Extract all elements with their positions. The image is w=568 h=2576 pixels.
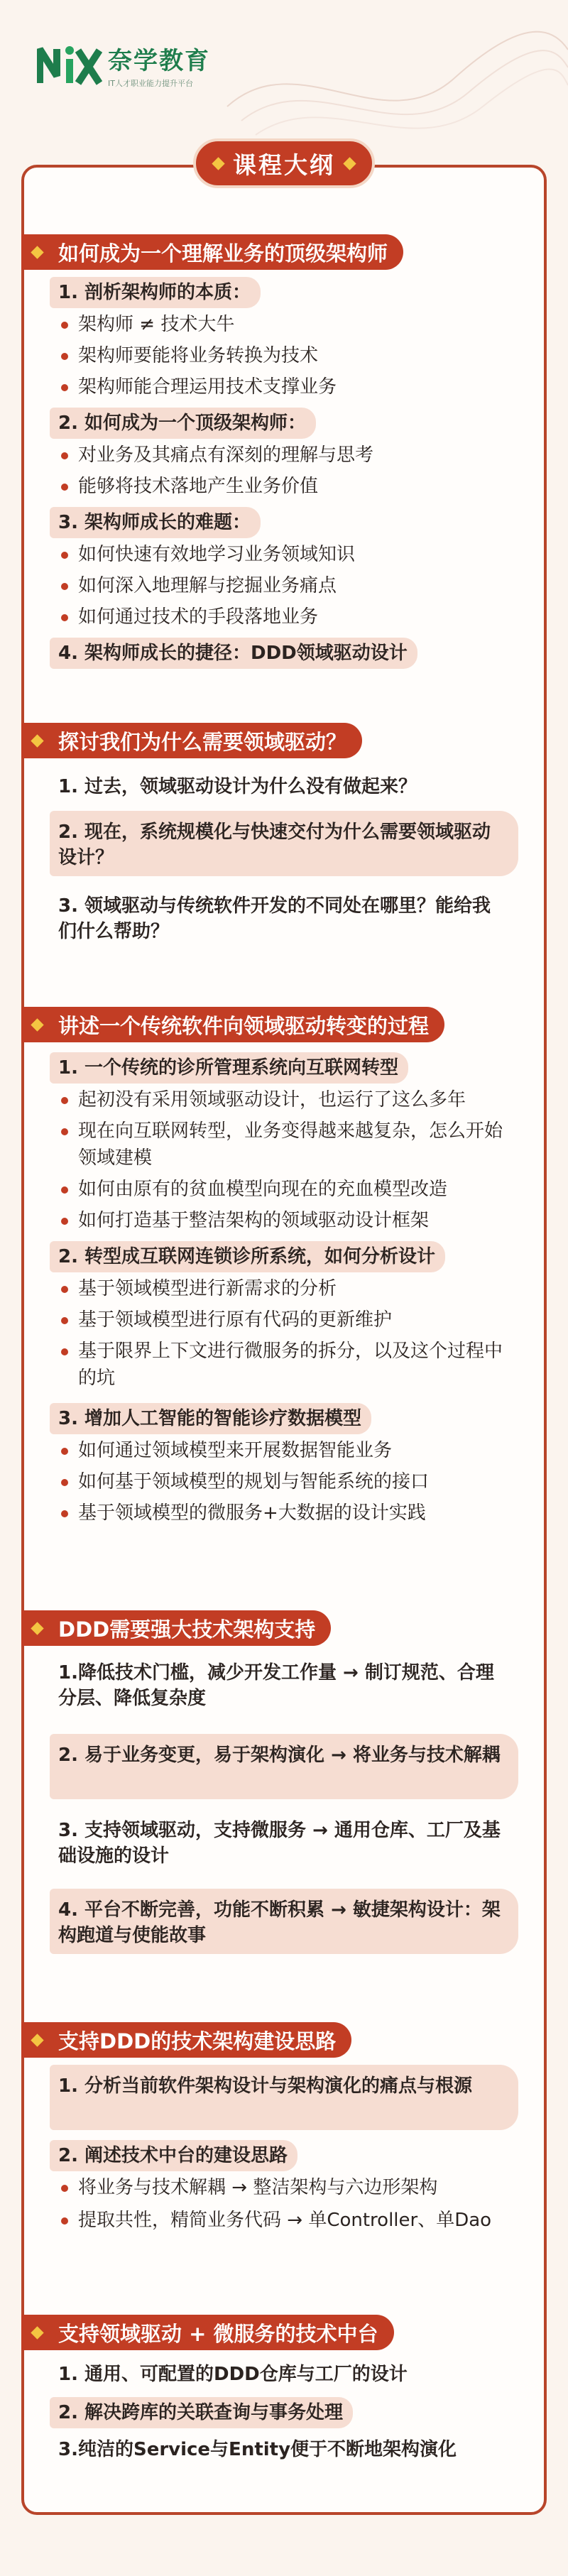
section-heading-text: 探讨我们为什么需要领域驱动？ — [58, 729, 347, 754]
list-item: 1.降低技术门槛，减少开发工作量 → 制订规范、合理分层、降低复杂度 — [58, 1662, 494, 1709]
outline-title-pill — [193, 138, 375, 188]
brand-name: 奈学教育 — [108, 47, 210, 75]
list-item: 2. 易于业务变更，易于架构演化 → 将业务与技术解耦 — [58, 1745, 501, 1766]
bullet-item: 提取共性，精简业务代码 → 单Controller、单Dao — [78, 2207, 504, 2234]
section-heading — [21, 2315, 394, 2350]
sub-heading: 2. 阐述技术中台的建设思路 — [50, 2140, 297, 2171]
list-item: 1. 通用、可配置的DDD仓库与工厂的设计 — [58, 2364, 408, 2385]
diamond-icon — [343, 157, 356, 170]
bullet-item: 架构师 ≠ 技术大牛 — [78, 311, 234, 338]
diamond-icon — [31, 1622, 43, 1634]
list-item: 2. 解决跨库的关联查询与事务处理 — [50, 2397, 353, 2428]
sub-heading: 4. 架构师成长的捷径：DDD领域驱动设计 — [50, 638, 417, 669]
bullet-item: 基于限界上下文进行微服务的拆分，以及这个过程中的坑 — [78, 1338, 511, 1392]
diamond-icon — [212, 157, 224, 170]
decorative-waves — [199, 0, 568, 156]
section-heading — [21, 1007, 444, 1042]
nx-logo-icon — [37, 43, 102, 87]
diamond-icon — [31, 2326, 43, 2339]
bullet-item: 起初没有采用领域驱动设计，也运行了这么多年 — [78, 1086, 504, 1113]
section-heading-text: 支持DDD的技术架构建设思路 — [58, 2029, 337, 2053]
sub-heading: 1. 剖析架构师的本质： — [50, 277, 261, 308]
sub-heading: 1. 分析当前软件架构设计与架构演化的痛点与根源 — [58, 2075, 473, 2097]
bullet-item: 基于领域模型的微服务+大数据的设计实践 — [78, 1500, 426, 1527]
outline-title: 课程大纲 — [233, 151, 335, 179]
sub-heading: 3. 架构师成长的难题： — [50, 507, 261, 538]
diamond-icon — [31, 246, 43, 258]
section-heading — [21, 723, 362, 758]
sub-heading: 3. 增加人工智能的智能诊疗数据模型 — [50, 1403, 371, 1434]
bullet-item: 基于领域模型进行原有代码的更新维护 — [78, 1306, 392, 1333]
sub-heading: 1. 一个传统的诊所管理系统向互联网转型 — [50, 1052, 408, 1084]
section-heading-text: 讲述一个传统软件向领域驱动转变的过程 — [58, 1013, 430, 1038]
bullet-item: 架构师能合理运用技术支撑业务 — [78, 373, 337, 400]
sub-heading: 2. 转型成互联网连锁诊所系统，如何分析设计 — [50, 1241, 445, 1272]
bullet-item: 如何打造基于整洁架构的领域驱动设计框架 — [78, 1207, 511, 1234]
bullet-item: 架构师要能将业务转换为技术 — [78, 342, 318, 369]
list-item: 3. 领域驱动与传统软件开发的不同处在哪里？能给我们什么帮助？ — [58, 895, 491, 942]
header — [0, 0, 568, 135]
bullet-item: 如何由原有的贫血模型向现在的充血模型改造 — [78, 1176, 511, 1203]
diamond-icon — [31, 2034, 43, 2046]
section-heading — [21, 2022, 351, 2058]
bullet-item: 基于领域模型进行新需求的分析 — [78, 1275, 337, 1302]
bullet-item: 如何基于领域模型的规划与智能系统的接口 — [78, 1468, 429, 1495]
section-heading-text: 支持领域驱动 + 微服务的技术中台 — [58, 2321, 378, 2346]
bullet-item: 将业务与技术解耦 → 整洁架构与六边形架构 — [78, 2174, 437, 2201]
bullet-item: 如何深入地理解与挖掘业务痛点 — [78, 572, 337, 599]
bullet-item: 对业务及其痛点有深刻的理解与思考 — [78, 442, 373, 469]
brand-tagline: IT人才职业能力提升平台 — [108, 79, 193, 88]
bullet-item: 如何快速有效地学习业务领域知识 — [78, 541, 355, 568]
diamond-icon — [31, 1018, 43, 1031]
list-item: 3. 支持领域驱动，支持微服务 → 通用仓库、工厂及基础设施的设计 — [58, 1820, 501, 1867]
bullet-item: 现在向互联网转型，业务变得越来越复杂，怎么开始领域建模 — [78, 1118, 511, 1172]
list-item: 3.纯洁的Service与Entity便于不断地架构演化 — [58, 2439, 457, 2460]
section-heading — [21, 1610, 331, 1646]
section-heading-text: DDD需要强大技术架构支持 — [58, 1617, 316, 1642]
section-heading-text: 如何成为一个理解业务的顶级架构师 — [58, 241, 388, 266]
list-item: 4. 平台不断完善，功能不断积累 → 敏捷架构设计：架构跑道与使能故事 — [58, 1899, 501, 1946]
bullet-item: 如何通过领域模型来开展数据智能业务 — [78, 1437, 392, 1464]
bullet-item: 如何通过技术的手段落地业务 — [78, 604, 318, 631]
diamond-icon — [31, 734, 43, 747]
list-item: 1. 过去，领域驱动设计为什么没有做起来？ — [58, 776, 417, 797]
sub-heading: 2. 如何成为一个顶级架构师： — [50, 408, 316, 439]
list-item: 2. 现在，系统规模化与快速交付为什么需要领域驱动设计？ — [58, 822, 491, 868]
brand-logo[interactable] — [37, 41, 210, 89]
section-heading — [21, 234, 403, 270]
bullet-item: 能够将技术落地产生业务价值 — [78, 473, 318, 500]
